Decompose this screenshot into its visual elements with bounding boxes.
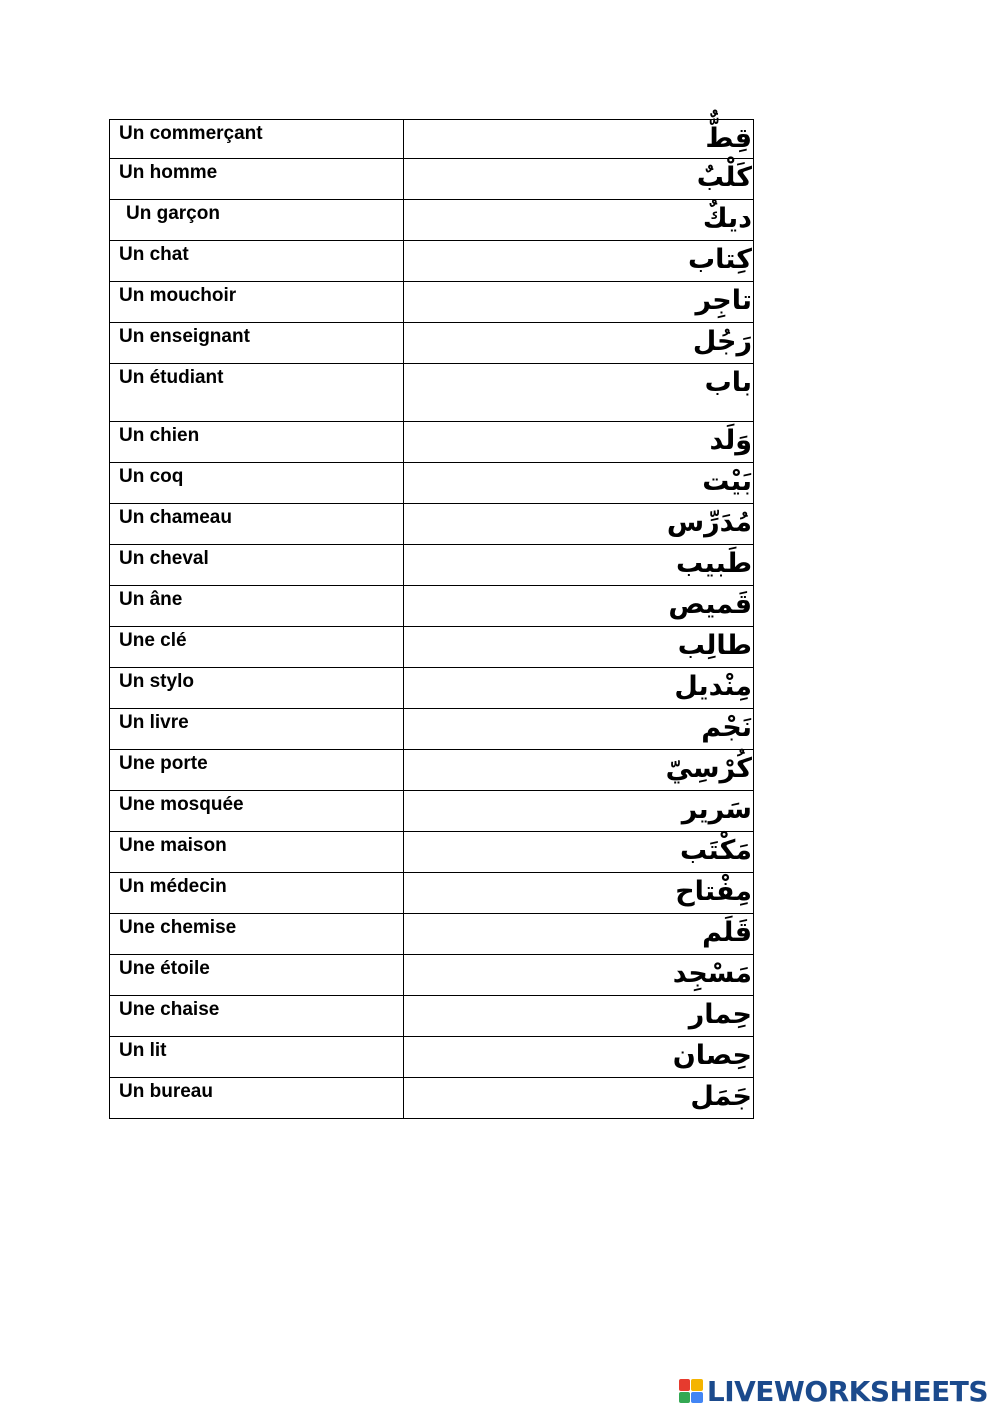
- arabic-cell: [404, 200, 754, 241]
- arabic-word: كِتاب: [688, 244, 752, 275]
- arabic-cell: [404, 832, 754, 873]
- french-cell: [110, 586, 404, 627]
- french-word: Un chien: [119, 425, 200, 446]
- arabic-cell: [404, 323, 754, 364]
- arabic-word: مِفْتاح: [675, 876, 752, 907]
- liveworksheets-brand: [679, 1374, 988, 1408]
- french-cell: [110, 1037, 404, 1078]
- french-cell: [110, 463, 404, 504]
- french-cell: [110, 791, 404, 832]
- arabic-word: ديكٌ: [702, 203, 752, 234]
- french-word: Un bureau: [119, 1081, 213, 1102]
- french-cell: [110, 668, 404, 709]
- arabic-cell: [404, 463, 754, 504]
- french-word: Un commerçant: [119, 123, 263, 144]
- table-row: [110, 709, 754, 750]
- arabic-word: رَجُل: [692, 326, 752, 357]
- arabic-word: طَبيب: [675, 548, 752, 579]
- arabic-cell: [404, 1078, 754, 1119]
- french-word: Un homme: [119, 162, 218, 183]
- french-word: Une porte: [119, 753, 208, 774]
- table-row: [110, 996, 754, 1037]
- arabic-cell: [404, 996, 754, 1037]
- table-row: [110, 914, 754, 955]
- arabic-cell: [404, 627, 754, 668]
- logo-square-blue: [691, 1392, 703, 1404]
- arabic-cell: [404, 241, 754, 282]
- table-row: [110, 323, 754, 364]
- french-cell: [110, 422, 404, 463]
- liveworksheets-logo-icon: [679, 1379, 703, 1403]
- arabic-cell: [404, 1037, 754, 1078]
- table-row: [110, 463, 754, 504]
- arabic-word: مُدَرِّس: [666, 507, 752, 538]
- french-word: Un lit: [119, 1040, 167, 1061]
- french-cell: [110, 545, 404, 586]
- arabic-cell: [404, 955, 754, 996]
- table-row: [110, 120, 754, 159]
- arabic-word: قَلَم: [702, 917, 752, 948]
- logo-square-yellow: [691, 1379, 703, 1391]
- arabic-word: مَسْجِد: [672, 958, 752, 989]
- table-row: [110, 200, 754, 241]
- french-word: Un cheval: [119, 548, 209, 569]
- arabic-word: طالِب: [677, 630, 752, 661]
- french-word: Une chemise: [119, 917, 237, 938]
- table-row: [110, 1037, 754, 1078]
- french-cell: [110, 241, 404, 282]
- french-cell: [110, 200, 404, 241]
- arabic-cell: [404, 586, 754, 627]
- french-cell: [110, 955, 404, 996]
- french-word: Une étoile: [119, 958, 210, 979]
- arabic-word: سَرير: [681, 794, 752, 825]
- french-cell: [110, 627, 404, 668]
- french-cell: [110, 159, 404, 200]
- arabic-cell: [404, 545, 754, 586]
- table-row: [110, 241, 754, 282]
- french-word: Une mosquée: [119, 794, 244, 815]
- french-cell: [110, 832, 404, 873]
- french-word: Un stylo: [119, 671, 194, 692]
- arabic-cell: [404, 709, 754, 750]
- french-word: Un chat: [119, 244, 189, 265]
- arabic-cell: [404, 791, 754, 832]
- table-row: [110, 159, 754, 200]
- arabic-cell: [404, 159, 754, 200]
- table-row: [110, 668, 754, 709]
- arabic-word: تاجِر: [695, 285, 752, 316]
- french-cell: [110, 873, 404, 914]
- french-word: Une clé: [119, 630, 187, 651]
- logo-square-green: [679, 1392, 691, 1404]
- arabic-word: قَميص: [668, 589, 752, 620]
- french-word: Un âne: [119, 589, 183, 610]
- table-row: [110, 545, 754, 586]
- arabic-cell: [404, 914, 754, 955]
- arabic-word: حِمار: [688, 999, 752, 1030]
- french-cell: [110, 709, 404, 750]
- arabic-word: كَلْبٌ: [696, 162, 752, 193]
- table-row: [110, 282, 754, 323]
- french-cell: [110, 504, 404, 545]
- arabic-cell: [404, 364, 754, 422]
- arabic-word: حِصان: [672, 1040, 752, 1071]
- french-word: Un livre: [119, 712, 189, 733]
- french-cell: [110, 914, 404, 955]
- french-cell: [110, 750, 404, 791]
- french-cell: [110, 120, 404, 159]
- brand-wordmark: LIVEWORKSHEETS: [706, 1374, 988, 1408]
- table-row: [110, 955, 754, 996]
- table-row: [110, 791, 754, 832]
- french-cell: [110, 1078, 404, 1119]
- arabic-word: بَيْت: [702, 466, 752, 497]
- arabic-word: قِطٌّ: [705, 123, 752, 154]
- arabic-word: جَمَل: [690, 1081, 752, 1112]
- table-row: [110, 832, 754, 873]
- arabic-cell: [404, 668, 754, 709]
- arabic-word: مِنْديل: [674, 671, 752, 702]
- table-row: [110, 1078, 754, 1119]
- french-word: Un enseignant: [119, 326, 250, 347]
- french-cell: [110, 364, 404, 422]
- table-row: [110, 422, 754, 463]
- french-word: Un chameau: [119, 507, 232, 528]
- arabic-word: باب: [704, 367, 752, 398]
- french-word: Une maison: [119, 835, 227, 856]
- arabic-word: كُرْسِيّ: [665, 753, 752, 784]
- arabic-word: نَجْم: [701, 712, 752, 743]
- french-cell: [110, 996, 404, 1037]
- arabic-cell: [404, 750, 754, 791]
- table-row: [110, 873, 754, 914]
- french-word: Un coq: [119, 466, 184, 487]
- french-cell: [110, 323, 404, 364]
- arabic-word: مَكْتَب: [679, 835, 752, 866]
- arabic-cell: [404, 120, 754, 159]
- table-row: [110, 750, 754, 791]
- french-word: Un garçon: [126, 203, 220, 224]
- vocabulary-table: [109, 119, 754, 1119]
- arabic-cell: [404, 282, 754, 323]
- french-cell: [110, 282, 404, 323]
- logo-square-red: [679, 1379, 691, 1391]
- table-row: [110, 364, 754, 422]
- arabic-cell: [404, 422, 754, 463]
- arabic-cell: [404, 504, 754, 545]
- table-row: [110, 504, 754, 545]
- french-word: Un étudiant: [119, 367, 224, 388]
- table-row: [110, 627, 754, 668]
- arabic-cell: [404, 873, 754, 914]
- arabic-word: وَلَد: [709, 425, 752, 456]
- french-word: Un médecin: [119, 876, 227, 897]
- french-word: Un mouchoir: [119, 285, 237, 306]
- french-word: Une chaise: [119, 999, 220, 1020]
- table-row: [110, 586, 754, 627]
